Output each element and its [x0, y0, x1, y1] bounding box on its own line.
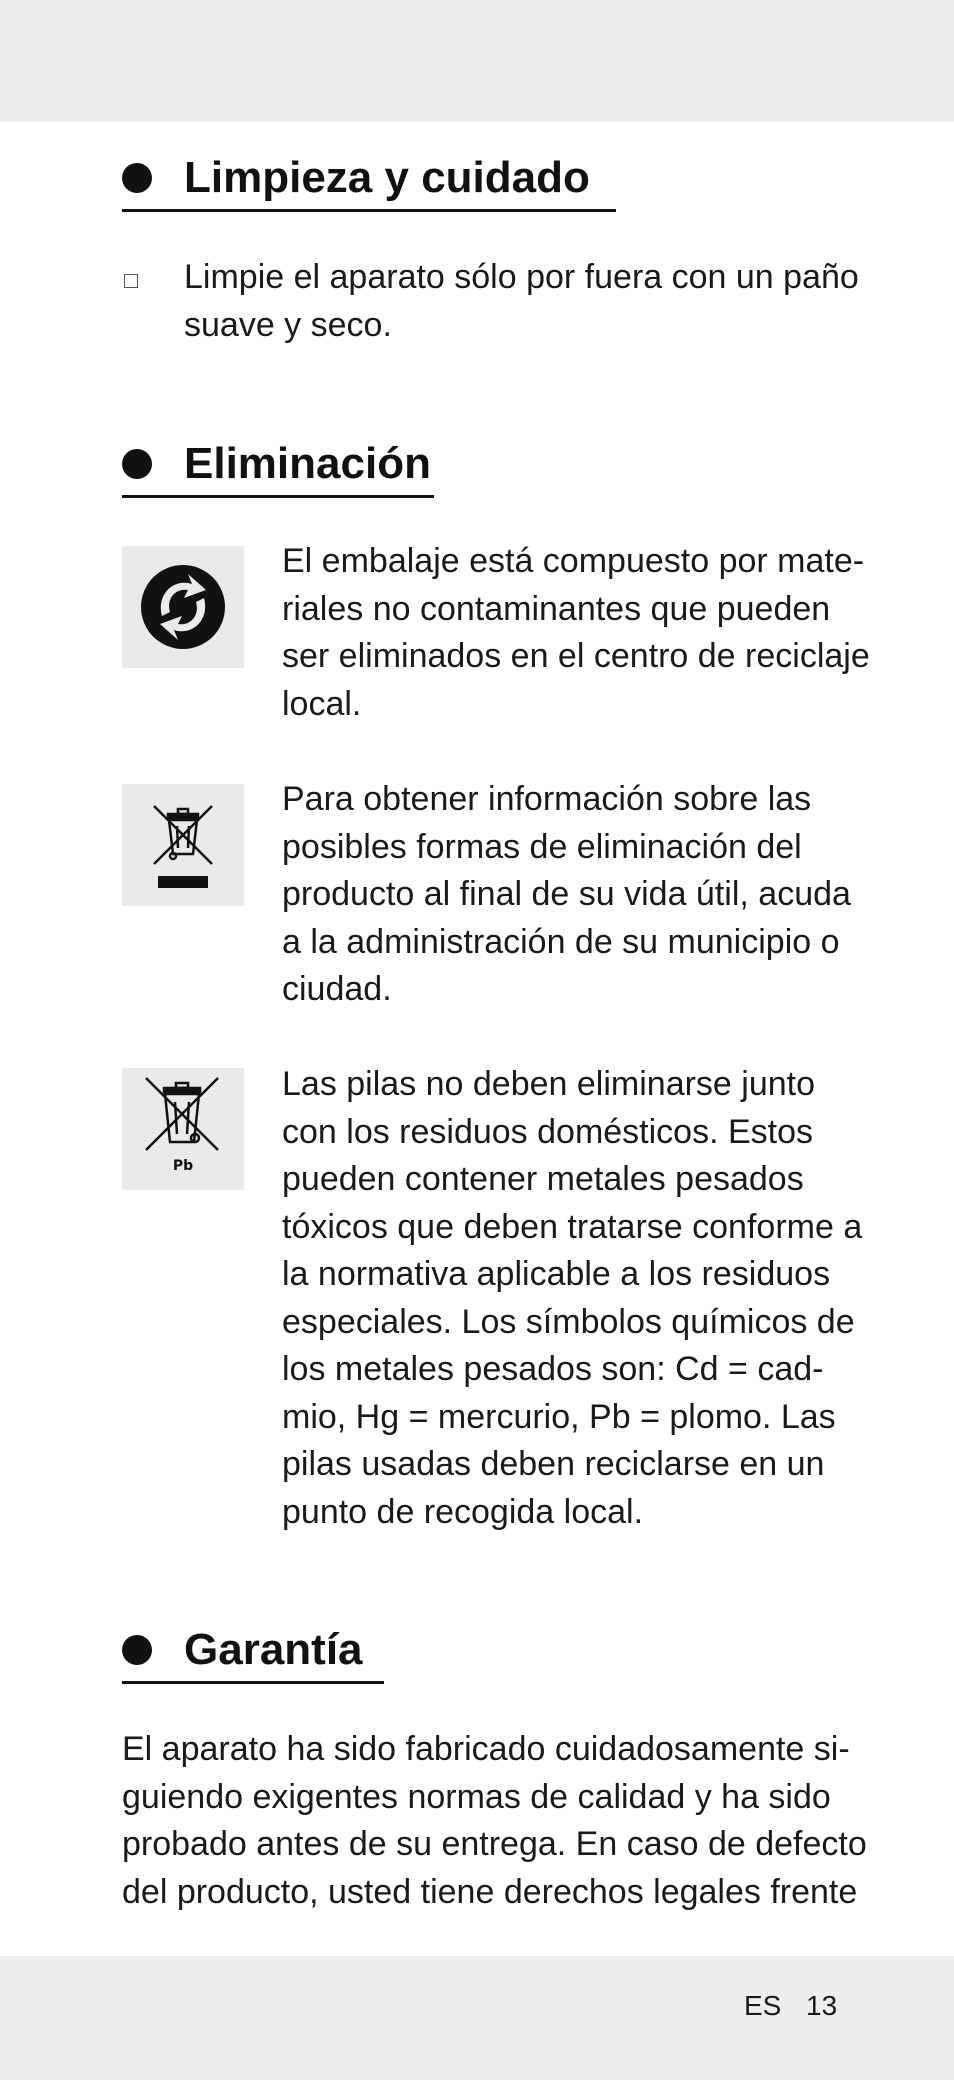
- text-line: especiales. Los símbolos químicos de: [282, 1302, 855, 1341]
- footer-page-number: 13: [806, 1990, 838, 2021]
- text-line: punto de recogida local.: [282, 1492, 644, 1531]
- text-line: El aparato ha sido fabricado cuidadosamente si-: [122, 1730, 850, 1768]
- heading-text: Garantía: [184, 1625, 363, 1674]
- text-line: El embalaje está compuesto por mate-: [282, 542, 865, 580]
- text-line: ciudad.: [282, 970, 392, 1008]
- text-line: a la administración de su municipio o: [282, 922, 840, 961]
- cleaning-line-1: Limpie el aparato sólo por fuera con un paño: [184, 258, 859, 296]
- checkbox-icon: [124, 274, 138, 288]
- pb-label: Pb: [172, 1158, 194, 1174]
- section-heading-warranty: [122, 1622, 363, 1678]
- text-line: la normativa aplicable a los residuos: [282, 1255, 831, 1293]
- crossed-out-bin-pb-icon: [122, 1068, 244, 1190]
- footer-language: ES: [744, 1990, 782, 2021]
- page-top-band: [0, 0, 954, 122]
- text-line: Las pilas no deben eliminarse junto: [282, 1065, 816, 1103]
- cleaning-instruction: [184, 254, 859, 349]
- text-line: guiendo exigentes normas de calidad y ha sido: [122, 1777, 831, 1816]
- crossed-out-bin-icon: [122, 784, 244, 906]
- text-line: del producto, usted tiene derechos legales frente: [122, 1872, 858, 1911]
- warranty-text: [122, 1726, 867, 1916]
- product-disposal-text: [282, 776, 851, 1014]
- text-line: mio, Hg = mercurio, Pb = plomo. Las: [282, 1397, 836, 1436]
- text-line: los metales pesados son: Cd = cad-: [282, 1350, 824, 1388]
- text-line: posibles formas de eliminación del: [282, 827, 802, 866]
- heading-underline: [122, 495, 434, 498]
- green-dot-recycling-icon: [122, 546, 244, 668]
- text-line: con los residuos domésticos. Estos: [282, 1112, 814, 1151]
- heading-bullet-icon: [122, 449, 152, 479]
- text-line: Para obtener información sobre las: [282, 780, 812, 818]
- text-line: producto al final de su vida útil, acuda: [282, 875, 851, 913]
- text-line: pilas usadas deben reciclarse en un: [282, 1445, 825, 1483]
- text-line: ser eliminados en el centro de reciclaje: [282, 637, 870, 675]
- heading-underline: [122, 1681, 384, 1684]
- heading-underline: [122, 209, 616, 212]
- text-line: probado antes de su entrega. En caso de defecto: [122, 1825, 867, 1863]
- heading-text: Limpieza y cuidado: [184, 153, 590, 202]
- cleaning-line-2: suave y seco.: [184, 305, 392, 344]
- heading-bullet-icon: [122, 163, 152, 193]
- section-heading-disposal: [122, 436, 431, 492]
- text-line: tóxicos que deben tratarse conforme a: [282, 1207, 863, 1246]
- packaging-text: [282, 538, 870, 728]
- heading-bullet-icon: [122, 1635, 152, 1665]
- text-line: riales no contaminantes que pueden: [282, 589, 831, 628]
- section-heading-cleaning: [122, 150, 590, 206]
- text-line: pueden contener metales pesados: [282, 1160, 804, 1198]
- heading-text: Eliminación: [184, 439, 431, 488]
- battery-disposal-text: [282, 1061, 862, 1536]
- text-line: local.: [282, 684, 362, 723]
